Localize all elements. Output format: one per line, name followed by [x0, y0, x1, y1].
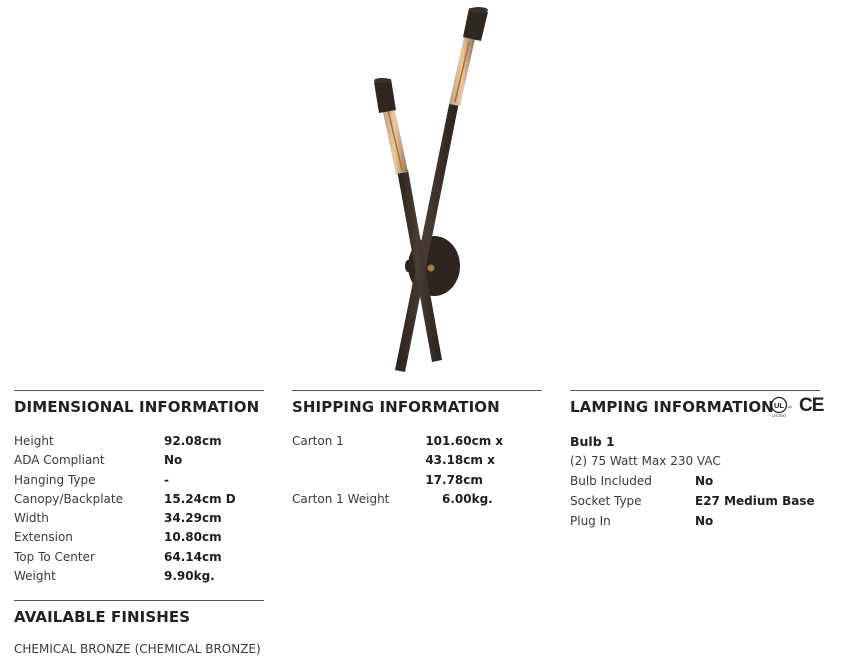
section-divider — [292, 390, 542, 391]
dimension-row — [14, 548, 264, 567]
lamping-value: No — [695, 514, 714, 528]
dimension-label: Hanging Type — [14, 472, 96, 487]
dimensional-title: DIMENSIONAL INFORMATION — [14, 398, 260, 416]
dimension-value: 34.29cm — [164, 511, 222, 526]
dimension-label: Weight — [14, 569, 56, 584]
section-divider — [570, 390, 820, 391]
center-screw — [428, 265, 435, 272]
dimension-label: Top To Center — [14, 549, 95, 564]
finish-item: CHEMICAL BRONZE (CHEMICAL BRONZE) — [14, 642, 261, 656]
dimension-value: 9.90kg. — [164, 569, 215, 584]
finishes-title: AVAILABLE FINISHES — [14, 608, 191, 626]
lamping-title: LAMPING INFORMATION — [570, 398, 774, 416]
dimension-row — [14, 490, 264, 509]
dimension-row — [14, 509, 264, 528]
dimension-label: ADA Compliant — [14, 453, 105, 468]
dimension-row — [14, 432, 264, 451]
dimension-value: 64.14cm — [164, 549, 222, 564]
carton-value — [425, 432, 542, 490]
svg-text:LISTED: LISTED — [771, 413, 787, 418]
lamping-label: Plug In — [570, 514, 611, 528]
dimension-row — [14, 471, 264, 490]
wall-sconce-illustration — [330, 0, 530, 380]
dimensional-section — [14, 390, 264, 586]
bulb-description: (2) 75 Watt Max 230 VAC — [570, 454, 721, 468]
certification-marks — [769, 396, 825, 418]
lamping-row — [570, 511, 820, 531]
dimension-value: 10.80cm — [164, 530, 222, 545]
dimension-label: Width — [14, 511, 49, 526]
lamping-row — [570, 471, 820, 491]
dimension-label: Extension — [14, 530, 73, 545]
product-image — [330, 0, 530, 380]
section-divider — [14, 390, 264, 391]
dimension-value: 15.24cm D — [164, 491, 236, 506]
shipping-section — [292, 390, 542, 509]
finishes-section — [14, 600, 264, 656]
lamping-row — [570, 491, 820, 511]
lamping-label: Bulb Included — [570, 474, 652, 488]
dimension-label: Canopy/Backplate — [14, 491, 123, 506]
lamping-value: E27 Medium Base — [695, 494, 815, 508]
dimension-label: Height — [14, 434, 54, 448]
lamping-label: Socket Type — [570, 494, 642, 508]
carton-dimensions-line2: 43.18cm x 17.78cm — [425, 453, 495, 487]
svg-text:us: us — [788, 405, 792, 409]
carton-weight-label: Carton 1 Weight — [292, 491, 390, 506]
bulb-title: Bulb 1 — [570, 434, 615, 449]
dimension-row — [14, 528, 264, 547]
shipping-title: SHIPPING INFORMATION — [292, 398, 500, 416]
carton-weight-value: 6.00kg. — [442, 491, 493, 506]
ul-mark-text: UL — [774, 401, 784, 410]
section-divider — [14, 600, 264, 601]
dimension-row — [14, 451, 264, 470]
short-bulb-cap — [374, 79, 396, 113]
dimension-value: No — [164, 453, 183, 468]
ce-mark-icon: CE — [799, 395, 824, 416]
long-bulb-cap — [463, 8, 488, 41]
dimension-value: - — [164, 472, 169, 487]
dimension-row — [14, 567, 264, 586]
dimensional-list — [14, 432, 264, 586]
carton-dimensions-line1: 101.60cm x — [425, 434, 504, 448]
lamping-value: No — [695, 474, 714, 488]
dimension-value: 92.08cm — [164, 434, 222, 448]
carton-label: Carton 1 — [292, 434, 344, 448]
shipping-row — [292, 490, 542, 509]
shipping-row — [292, 432, 542, 490]
lamping-list — [570, 471, 820, 531]
